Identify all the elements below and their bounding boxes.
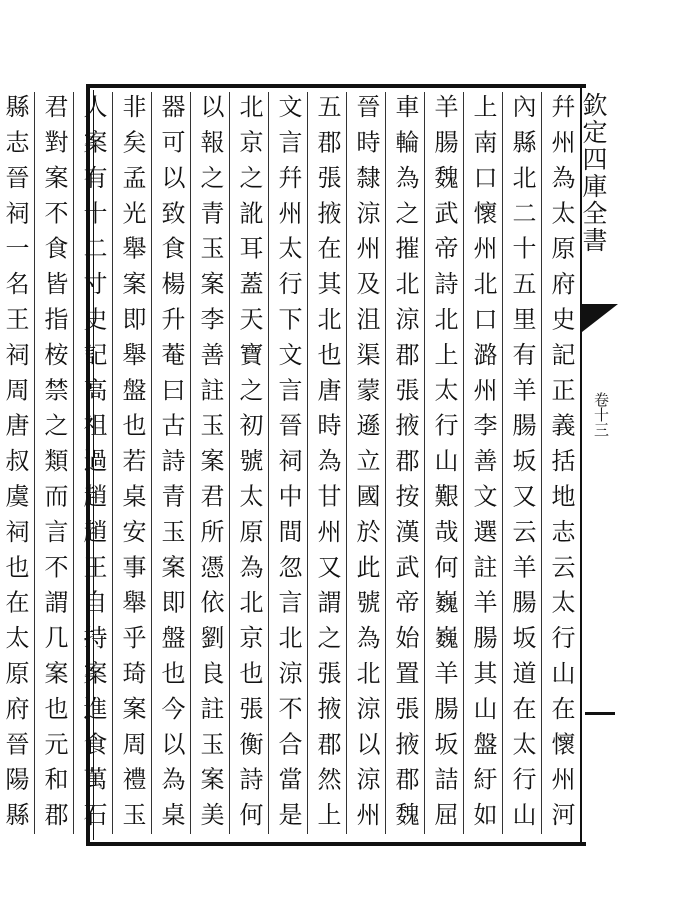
text-column: 文言幷州太行下文言晉祠中間忽言北涼不合當是 [268, 92, 307, 834]
text-column: 上南口懷州北口潞州李善文選註羊腸其山盤紆如 [463, 92, 502, 834]
text-column: 晉時隸涼州及沮渠蒙遜立國於此號為北涼以涼州 [346, 92, 385, 834]
text-body [1, 92, 580, 838]
text-column: 內縣北二十五里有羊腸坂又云羊腸坂道在太行山 [502, 92, 541, 834]
margin-rule [585, 712, 615, 715]
text-column: 幷州為太原府史記正義括地志云太行山在懷州河 [541, 92, 580, 834]
volume-label: 卷十三 [592, 392, 610, 437]
fishtail-icon [582, 304, 618, 332]
text-column: 非矣孟光舉案即舉盤也若桌安事舉乎琦案周禮玉 [112, 92, 151, 834]
text-column: 北京之訛耳蓋天寶之初號太原為北京也張衡詩何 [229, 92, 268, 834]
text-column: 縣志晉祠一名王祠周唐叔虞祠也在太原府晉陽縣 [0, 92, 34, 834]
text-column: 五郡張掖在其北也唐時為甘州又謂之張掖郡然上 [307, 92, 346, 834]
text-column: 人案有十二寸史記高祖過趙趙王自持案進食萬石 [73, 92, 112, 834]
text-column: 以報之青玉案李善註玉案君所憑依劉良註玉案美 [190, 92, 229, 834]
text-column: 車輪為之摧北涼郡張掖郡按漢武帝始置張掖郡魏 [385, 92, 424, 834]
text-column: 君對案不食皆指桉禁之類而言不謂几案也元和郡 [34, 92, 73, 834]
text-column: 羊腸魏武帝詩北上太行山艱哉何巍巍羊腸坂詰屈 [424, 92, 463, 834]
text-column: 器可以致食楊升菴曰古詩青玉案即盤也今以為桌 [151, 92, 190, 834]
book-title: 欽定四庫全書 [579, 92, 608, 254]
